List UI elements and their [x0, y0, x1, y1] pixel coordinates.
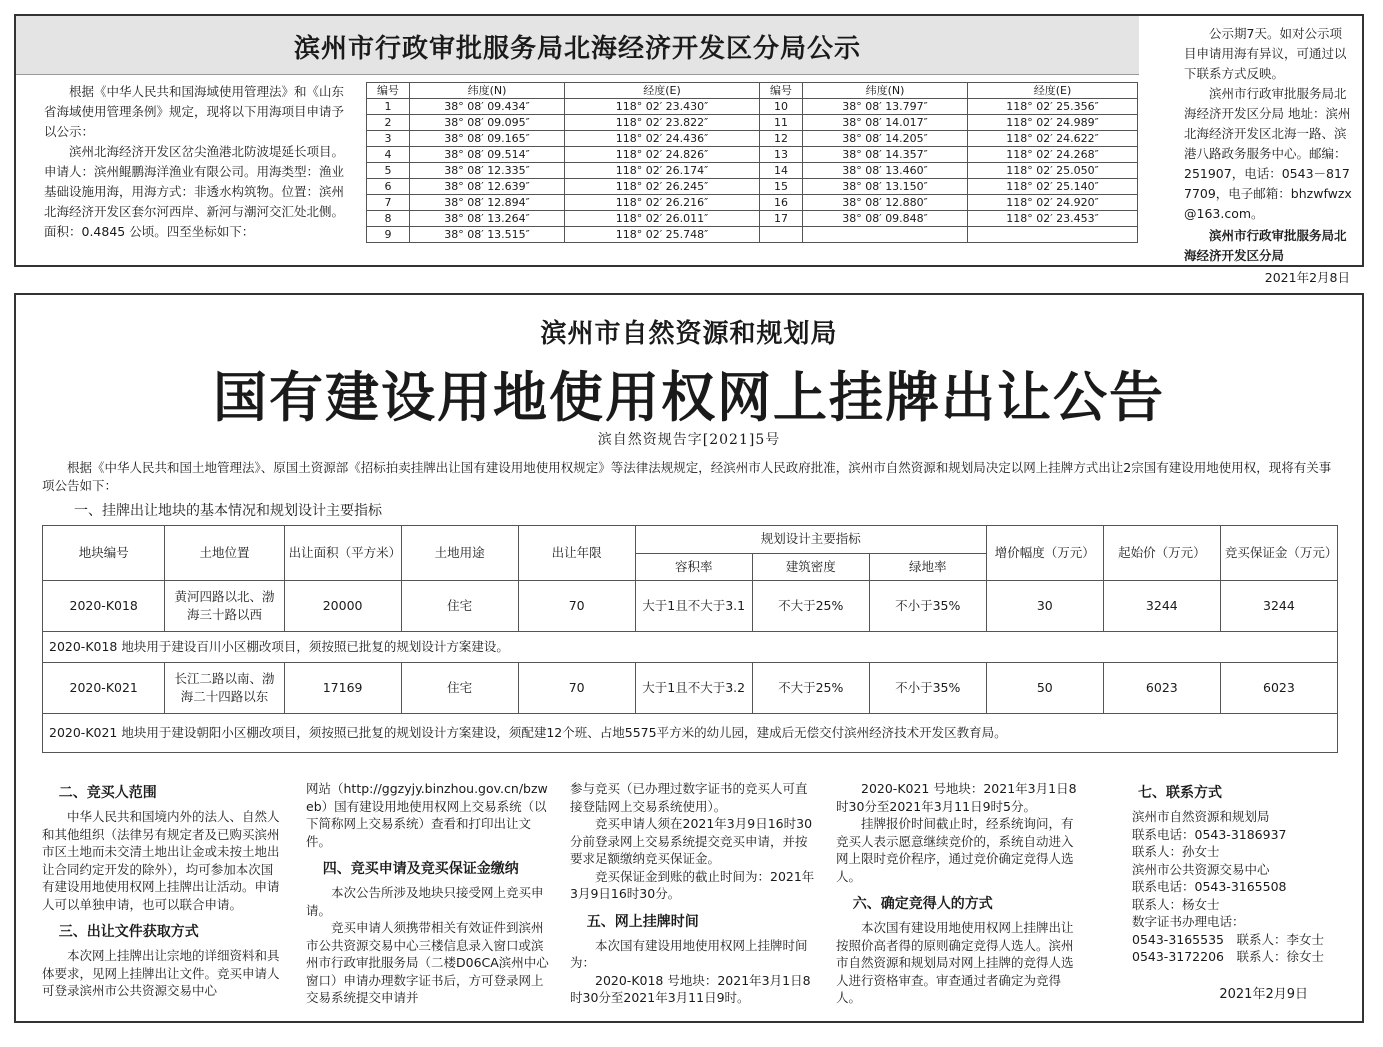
header-cell: 地块编号 — [43, 526, 165, 581]
plot-deposit: 6023 — [1220, 663, 1337, 714]
contact-line: 滨州市公共资源交易中心 — [1132, 861, 1270, 877]
section-4-title: 四、竞买申请及竞买保证金缴纳 — [322, 861, 519, 877]
coordinate-cell: 118° 02′ 25.356″ — [968, 99, 1138, 115]
coordinate-cell: 11 — [760, 115, 803, 131]
coordinate-cell: 8 — [367, 211, 410, 227]
coordinate-row — [367, 147, 1138, 163]
header-cell: 增价幅度（万元） — [986, 526, 1103, 581]
column-5 — [1128, 780, 1348, 1003]
announcement-date: 2021年2月9日 — [1219, 986, 1308, 1002]
marine-notice-paragraph: 根据《中华人民共和国海域使用管理法》和《山东省海域使用管理条例》规定，现将以下用海项目申请予以公示： — [44, 84, 345, 139]
plot-density: 不大于25% — [752, 663, 869, 714]
section-7-title: 七、联系方式 — [1138, 785, 1222, 801]
announcement-title: 国有建设用地使用权网上挂牌出让公告 — [213, 366, 1165, 429]
section-1-title: 一、挂牌出让地块的基本情况和规划设计主要指标 — [74, 503, 382, 519]
header-cell: 经度(E) — [565, 83, 760, 99]
coordinate-cell: 38° 08′ 09.095″ — [410, 115, 565, 131]
section-4-text: 竞买申请人须在2021年3月9日16时30分前登录网上交易系统提交竞买申请，并按要求足额缴纳竞买保证金。 — [570, 816, 813, 866]
marine-use-notice — [14, 14, 1364, 285]
coordinate-cell: 118° 02′ 26.245″ — [565, 179, 760, 195]
plot-table-header-row — [43, 526, 1338, 554]
coordinate-cell: 10 — [760, 99, 803, 115]
section-2-title: 二、竞买人范围 — [58, 785, 157, 801]
plot-term: 70 — [518, 581, 635, 632]
plot-note: 2020-K021 地块用于建设朝阳小区棚改项目，须按照已批复的规划设计方案建设，须配建12个班、占地5575平方米的幼儿园，建成后无偿交付滨州经济技术开发区教育局。 — [43, 714, 1338, 753]
coordinate-row — [367, 115, 1138, 131]
coordinate-cell: 38° 08′ 13.515″ — [410, 227, 565, 243]
coordinate-cell: 118° 02′ 24.622″ — [968, 131, 1138, 147]
coordinate-cell: 4 — [367, 147, 410, 163]
section-5-title: 五、网上挂牌时间 — [586, 913, 699, 930]
coordinate-cell: 38° 08′ 12.639″ — [410, 179, 565, 195]
section-2-text: 中华人民共和国境内外的法人、自然人和其他组织（法律另有规定者及已购买滨州市区土地而未交清土地出让金或未按土地出让合同约定开发的除外），均可参加本次国有建设用地使用权网上挂牌出让活动。申请人可以单独申请，也可以联合申请。 — [42, 809, 280, 912]
section-3-continued: 网站（http://ggzyjy.binzhou.gov.cn/bzweb）国有建设用地使用权网上交易系统（以下简称网上交易系统）查看和打印出让文件。 — [306, 781, 548, 849]
header-cell: 土地位置 — [165, 526, 284, 581]
document-number: 滨自然资规告字[2021]5号 — [597, 432, 781, 448]
column-3 — [570, 780, 818, 1007]
coordinate-cell: 38° 08′ 14.357″ — [803, 147, 968, 163]
header-cell: 纬度(N) — [803, 83, 968, 99]
coordinate-cell: 38° 08′ 09.165″ — [410, 131, 565, 147]
coordinate-row — [367, 131, 1138, 147]
plot-start-price: 6023 — [1103, 663, 1220, 714]
coordinate-cell: 15 — [760, 179, 803, 195]
header-cell: 建筑密度 — [752, 553, 869, 581]
header-cell: 土地用途 — [401, 526, 518, 581]
contact-line: 数字证书办理电话： — [1132, 914, 1245, 929]
coordinate-cell: 38° 08′ 13.797″ — [803, 99, 968, 115]
marine-notice-body — [44, 82, 354, 242]
plot-location: 黄河四路以北、渤海三十路以西 — [165, 581, 284, 632]
coordinate-cell: 9 — [367, 227, 410, 243]
coordinate-cell — [968, 227, 1138, 243]
plot-far: 大于1且不大于3.1 — [635, 581, 752, 632]
header-cell: 纬度(N) — [410, 83, 565, 99]
land-plot-table — [42, 525, 1338, 753]
coordinate-cell: 3 — [367, 131, 410, 147]
coordinate-cell — [760, 227, 803, 243]
plot-deposit: 3244 — [1220, 581, 1337, 632]
plot-note-row — [43, 714, 1338, 753]
plot-far: 大于1且不大于3.2 — [635, 663, 752, 714]
coordinate-cell: 118° 02′ 23.822″ — [565, 115, 760, 131]
coordinate-cell: 118° 02′ 24.436″ — [565, 131, 760, 147]
coordinate-cell: 118° 02′ 25.140″ — [968, 179, 1138, 195]
section-4-text: 竞买申请人须携带相关有效证件到滨州市公共资源交易中心三楼信息录入窗口或滨州市行政审批服务局（二楼D06CA滨州中心窗口）申请办理数字证书后，方可登录网上交易系统提交申请并 — [306, 920, 549, 1005]
plot-term: 70 — [518, 663, 635, 714]
header-cell: 绿地率 — [869, 553, 986, 581]
plot-use: 住宅 — [401, 581, 518, 632]
coordinate-row — [367, 195, 1138, 211]
contact-line: 0543-3165535 联系人：李女士 — [1132, 931, 1324, 947]
contact-list — [1128, 808, 1348, 966]
contact-line: 0543-3172206 联系人：徐女士 — [1132, 949, 1324, 964]
contact-line: 联系人：孙女士 — [1132, 844, 1220, 859]
coordinate-row — [367, 99, 1138, 115]
section-3-title: 三、出让文件获取方式 — [58, 924, 199, 940]
section-5-text: 本次国有建设用地使用权网上挂牌时间为： — [570, 937, 808, 970]
plot-row — [43, 663, 1338, 714]
plot-green: 不小于35% — [869, 663, 986, 714]
issuer-signature: 滨州市行政审批服务局北海经济开发区分局 — [1184, 228, 1347, 263]
coordinate-cell: 2 — [367, 115, 410, 131]
contact-line: 联系电话：0543-3165508 — [1132, 879, 1287, 894]
coordinate-cell: 5 — [367, 163, 410, 179]
column-1 — [42, 780, 284, 1000]
header-cell: 编号 — [760, 83, 803, 99]
coordinate-cell: 38° 08′ 09.848″ — [803, 211, 968, 227]
coordinate-cell: 118° 02′ 26.174″ — [565, 163, 760, 179]
coordinate-cell: 38° 08′ 13.150″ — [803, 179, 968, 195]
coordinate-cell: 1 — [367, 99, 410, 115]
coordinate-cell: 118° 02′ 26.011″ — [565, 211, 760, 227]
plot-increment: 50 — [986, 663, 1103, 714]
column-4 — [836, 780, 1084, 1007]
plot-id: 2020-K018 — [43, 581, 165, 632]
coordinate-cell: 38° 08′ 13.264″ — [410, 211, 565, 227]
plot-note: 2020-K018 地块用于建设百川小区棚改项目，须按照已批复的规划设计方案建设。 — [43, 632, 1338, 663]
plot-row — [43, 581, 1338, 632]
header-cell: 规划设计主要指标 — [635, 526, 986, 554]
header-cell: 竞买保证金（万元） — [1220, 526, 1337, 581]
coordinate-cell: 118° 02′ 26.216″ — [565, 195, 760, 211]
section-5-text: 2020-K021 号地块：2021年3月1日8时30分至2021年3月11日9时5分。 — [836, 781, 1077, 814]
section-4-continued: 参与竞买（已办理过数字证书的竞买人可直接登陆网上交易系统使用）。 — [570, 781, 808, 814]
coordinate-cell: 6 — [367, 179, 410, 195]
plot-location: 长江二路以南、渤海二十四路以东 — [165, 663, 284, 714]
coordinate-cell: 118° 02′ 23.430″ — [565, 99, 760, 115]
section-4-text: 竞买保证金到账的截止时间为：2021年3月9日16时30分。 — [570, 868, 815, 901]
header-cell: 编号 — [367, 83, 410, 99]
coordinate-cell: 13 — [760, 147, 803, 163]
coordinate-cell: 14 — [760, 163, 803, 179]
issuing-organization: 滨州市自然资源和规划局 — [540, 319, 838, 349]
section-4-text: 本次公告所涉及地块只接受网上竞买申请。 — [306, 885, 544, 918]
header-cell: 出让年限 — [518, 526, 635, 581]
coordinate-cell: 38° 08′ 14.017″ — [803, 115, 968, 131]
land-auction-notice — [14, 293, 1364, 1023]
marine-notice-contact — [1184, 24, 1354, 288]
contact-paragraph: 滨州市行政审批服务局北海经济开发区分局 地址：滨州北海经济开发区北海一路、滨港八路政务服务中心。邮编：251907，电话：0543－8177709，电子邮箱：bhzwfwzx@163.com。 — [1184, 86, 1352, 221]
contact-line: 联系人：杨女士 — [1132, 896, 1220, 912]
section-5-text: 2020-K018 号地块：2021年3月1日8时30分至2021年3月11日9时。 — [570, 972, 811, 1005]
coordinate-table-body — [367, 99, 1138, 243]
coordinate-cell: 118° 02′ 25.748″ — [565, 227, 760, 243]
coordinate-table-header — [367, 83, 1138, 99]
plot-area: 20000 — [284, 581, 401, 632]
coordinate-cell: 38° 08′ 09.514″ — [410, 147, 565, 163]
plot-id: 2020-K021 — [43, 663, 165, 714]
marine-notice-paragraph: 滨州北海经济开发区岔尖渔港北防波堤延长项目。申请人：滨州鲲鹏海洋渔业有限公司。用海类型：渔业基础设施用海，用海方式：非透水构筑物。位置：滨州北海经济开发区套尔河西岸、新河与潮河交汇处北侧。面积：0.4845 公顷。四至坐标如下： — [44, 144, 345, 239]
coordinate-table — [366, 82, 1138, 243]
contact-paragraph: 公示期7天。如对公示项目申请用海有异议，可通过以下联系方式反映。 — [1184, 26, 1347, 81]
contact-line: 联系电话：0543-3186937 — [1132, 826, 1287, 842]
header-cell: 经度(E) — [968, 83, 1138, 99]
plot-start-price: 3244 — [1103, 581, 1220, 632]
coordinate-cell: 118° 02′ 24.268″ — [968, 147, 1138, 163]
coordinate-cell: 118° 02′ 24.989″ — [968, 115, 1138, 131]
coordinate-cell: 38° 08′ 09.434″ — [410, 99, 565, 115]
announcement-intro: 根据《中华人民共和国土地管理法》、原国土资源部《招标拍卖挂牌出让国有建设用地使用权规定》等法律法规规定，经滨州市人民政府批准，滨州市自然资源和规划局决定以网上挂牌方式出让2宗国有建设用地使用权，现将有关事项公告如下： — [42, 460, 1332, 493]
header-cell: 容积率 — [635, 553, 752, 581]
marine-notice-title: 滨州市行政审批服务局北海经济开发区分局公示 — [293, 34, 861, 64]
header-cell: 起始价（万元） — [1103, 526, 1220, 581]
coordinate-cell: 12 — [760, 131, 803, 147]
coordinate-cell: 38° 08′ 13.460″ — [803, 163, 968, 179]
section-3-text: 本次网上挂牌出让宗地的详细资料和具体要求，见网上挂牌出让文件。竞买申请人可登录滨州市公共资源交易中心 — [42, 948, 280, 998]
coordinate-row — [367, 163, 1138, 179]
coordinate-cell — [803, 227, 968, 243]
marine-notice-header — [16, 16, 1139, 75]
coordinate-cell: 7 — [367, 195, 410, 211]
section-6-title: 六、确定竞得人的方式 — [852, 896, 993, 912]
plot-green: 不小于35% — [869, 581, 986, 632]
coordinate-cell: 118° 02′ 24.826″ — [565, 147, 760, 163]
plot-increment: 30 — [986, 581, 1103, 632]
plot-area: 17169 — [284, 663, 401, 714]
plot-density: 不大于25% — [752, 581, 869, 632]
coordinate-row — [367, 211, 1138, 227]
plot-use: 住宅 — [401, 663, 518, 714]
coordinate-cell: 17 — [760, 211, 803, 227]
coordinate-cell: 38° 08′ 12.880″ — [803, 195, 968, 211]
contact-line: 滨州市自然资源和规划局 — [1132, 809, 1270, 824]
coordinate-row — [367, 227, 1138, 243]
coordinate-cell: 118° 02′ 24.920″ — [968, 195, 1138, 211]
coordinate-cell: 118° 02′ 25.050″ — [968, 163, 1138, 179]
header-cell: 出让面积（平方米） — [284, 526, 401, 581]
coordinate-cell: 118° 02′ 23.453″ — [968, 211, 1138, 227]
coordinate-cell: 16 — [760, 195, 803, 211]
plot-note-row — [43, 632, 1338, 663]
notice-date: 2021年2月8日 — [1264, 270, 1350, 285]
coordinate-cell: 38° 08′ 12.335″ — [410, 163, 565, 179]
section-5-text: 挂牌报价时间截止时，经系统询问，有竞买人表示愿意继续竞价的，系统自动进入网上限时竞价程序，通过竞价确定竞得人选人。 — [836, 816, 1074, 884]
coordinate-cell: 38° 08′ 12.894″ — [410, 195, 565, 211]
coordinate-cell: 38° 08′ 14.205″ — [803, 131, 968, 147]
section-6-text: 本次国有建设用地使用权网上挂牌出让按照价高者得的原则确定竞得人选人。滨州市自然资源和规划局对网上挂牌的竞得人选人进行资格审查。审查通过者确定为竞得人。 — [836, 920, 1074, 1005]
coordinate-row — [367, 179, 1138, 195]
column-2 — [306, 780, 552, 1007]
